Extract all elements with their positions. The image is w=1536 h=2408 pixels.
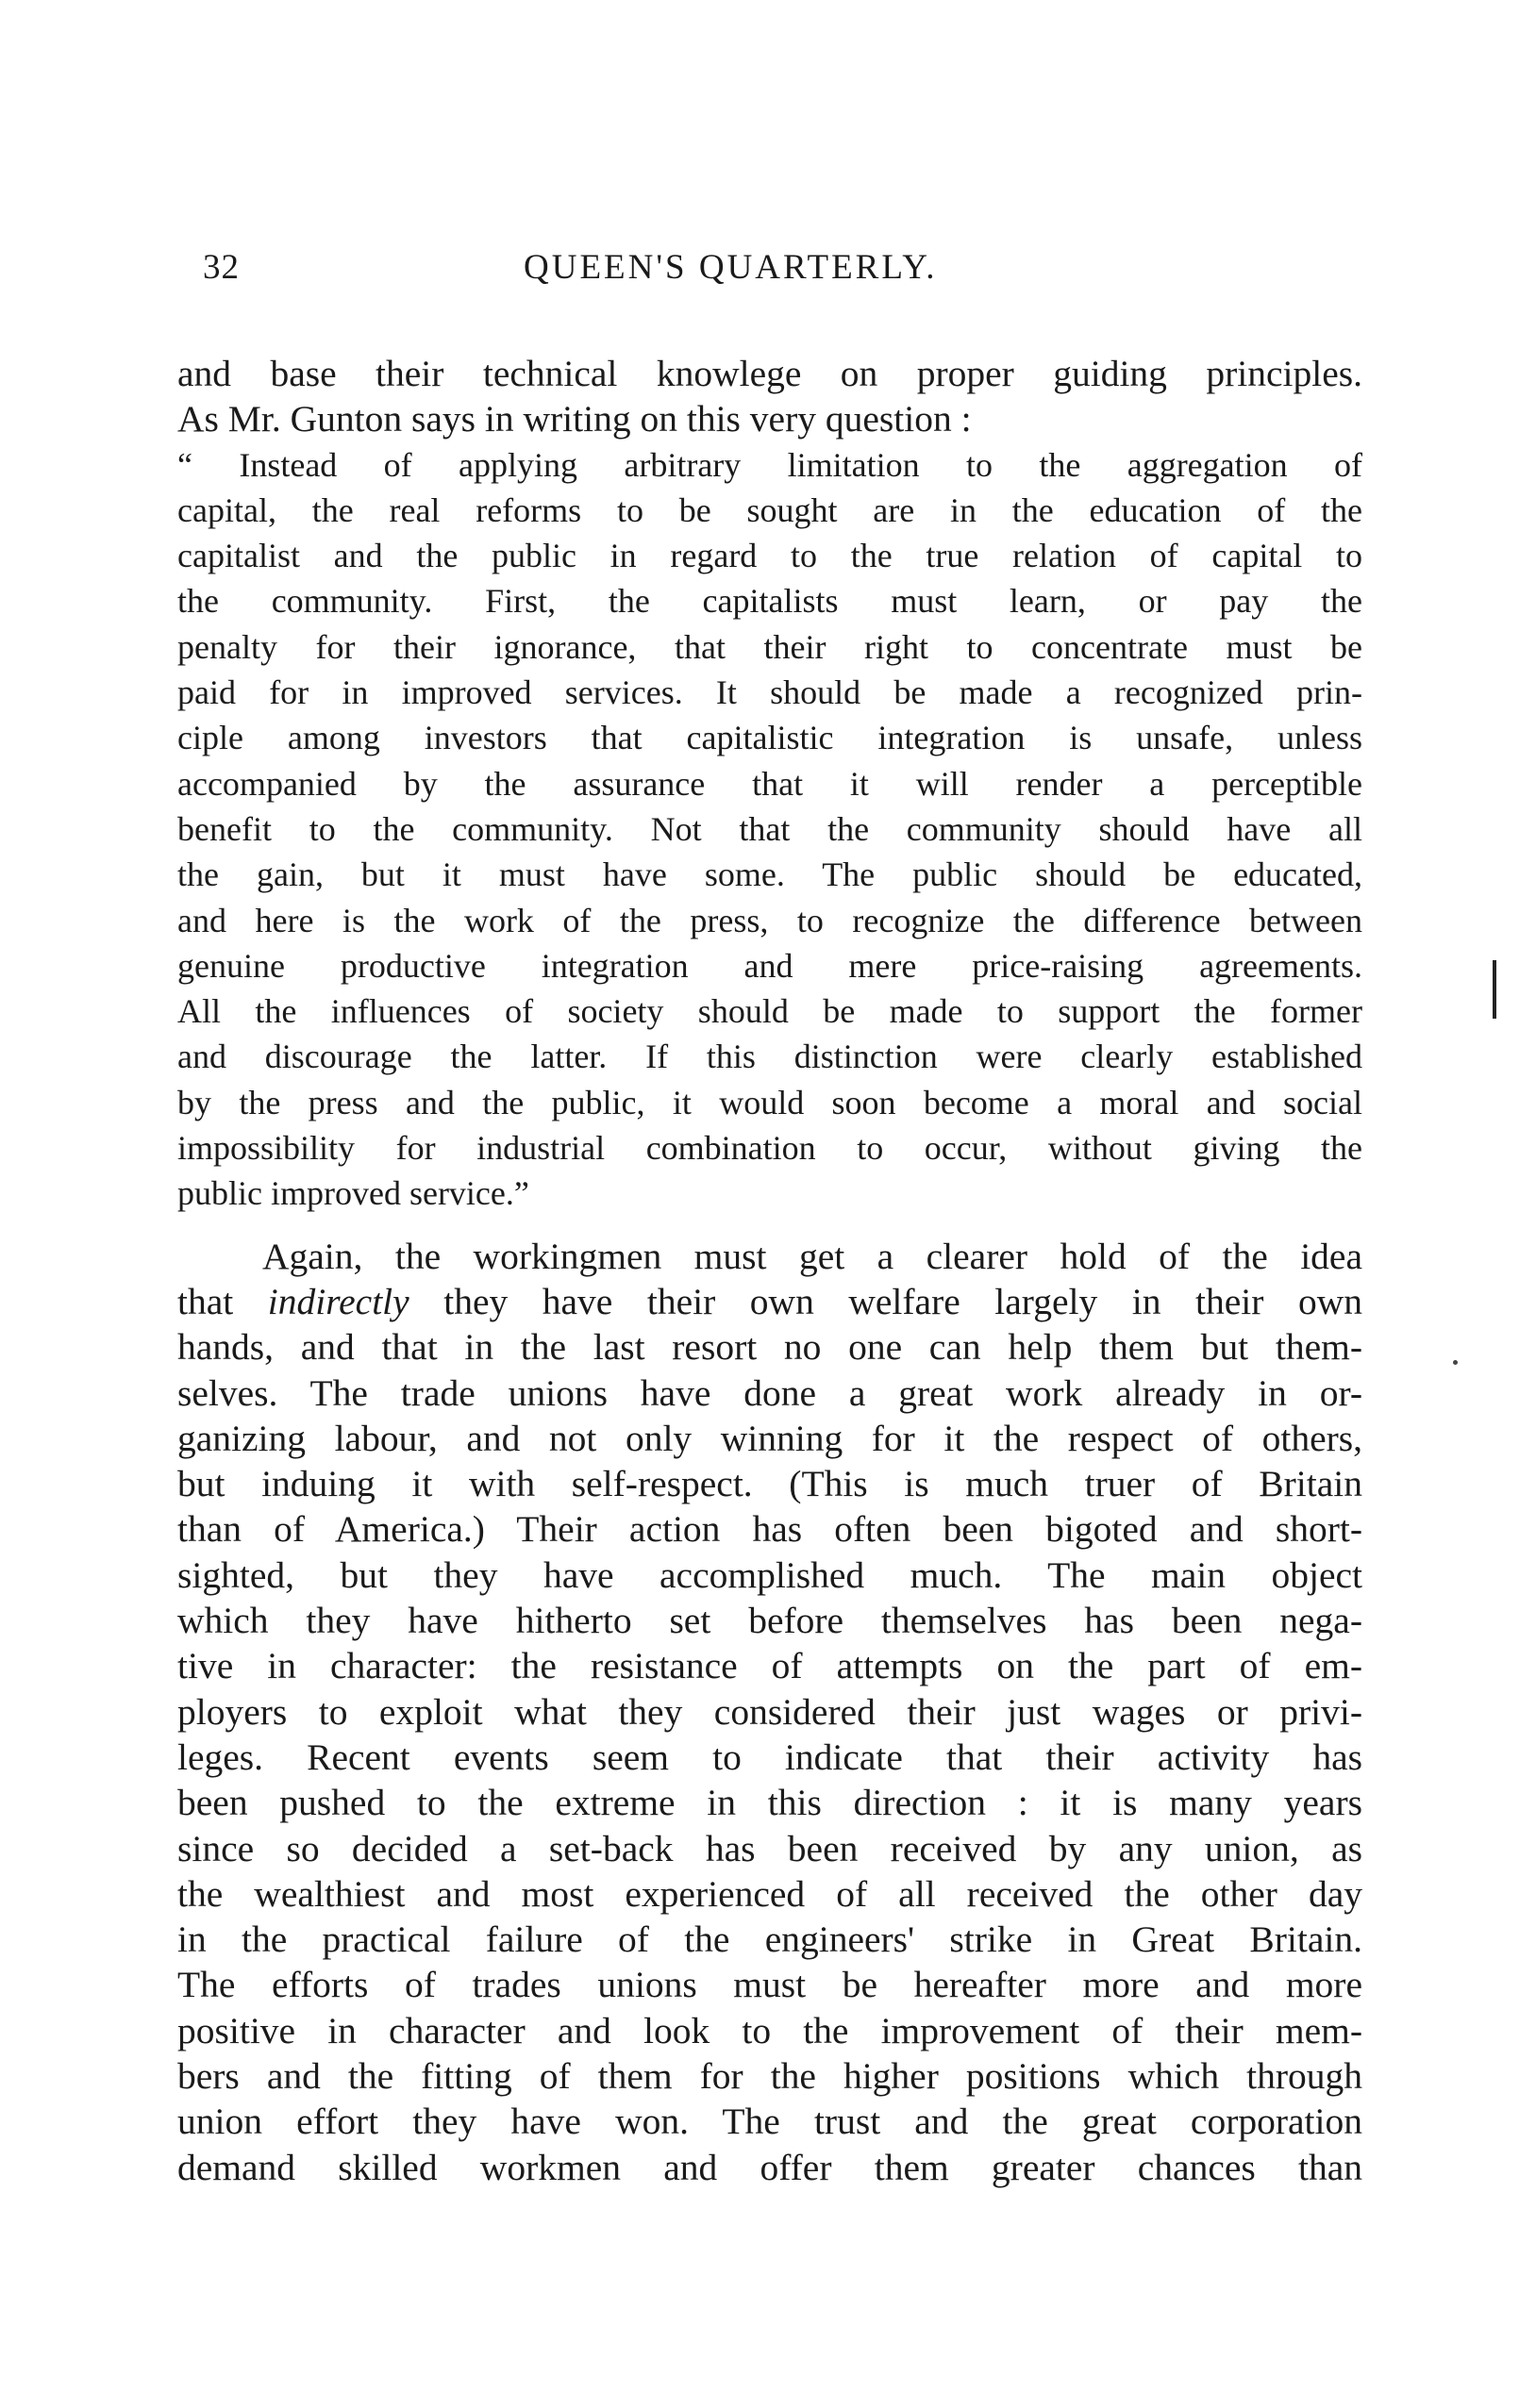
quote-line: and discourage the latter. If this distinction were clearly established <box>177 1038 1362 1076</box>
block-quotation <box>177 442 1362 1217</box>
text-line: since so decided a set-back has been received by any union, as <box>177 1827 1362 1869</box>
text-line: demand skilled workmen and offer them greater chances than <box>177 2146 1362 2188</box>
quote-line: the community. First, the capitalists must learn, or pay the <box>177 582 1362 621</box>
text-line: ganizing labour, and not only winning for it the respect of others, <box>177 1417 1362 1459</box>
text-line: selves. The trade unions have done a great work already in or- <box>177 1371 1362 1414</box>
text-line: but induing it with self-respect. (This is much truer of Britain <box>177 1463 1362 1505</box>
text-line: been pushed to the extreme in this direction : it is many years <box>177 1782 1362 1824</box>
page-number: 32 <box>203 248 240 287</box>
quote-line: “ Instead of applying arbitrary limitation to the aggregation of <box>177 445 1362 484</box>
journal-title: QUEEN'S QUARTERLY. <box>524 248 938 287</box>
text-line: than of America.) Their action has often been bigoted and short- <box>177 1508 1362 1551</box>
text-line: bers and the fitting of them for the higher positions which through <box>177 2054 1362 2097</box>
body-text <box>177 351 1362 2190</box>
text-fragment: that <box>177 1280 268 1322</box>
intro-paragraph <box>177 351 1362 442</box>
quote-line: All the influences of society should be made to support the former <box>177 992 1362 1031</box>
text-fragment: they have their own welfare largely in their own <box>409 1280 1362 1322</box>
text-line: union effort they have won. The trust and the great corporation <box>177 2101 1362 2143</box>
italic-emphasis: indirectly <box>267 1280 409 1322</box>
quote-line: and here is the work of the press, to recognize the difference between <box>177 901 1362 939</box>
paragraph-workingmen <box>177 1234 1362 2190</box>
quote-line: capital, the real reforms to be sought are in the education of the <box>177 490 1362 529</box>
quote-line: by the press and the public, it would soon become a moral and social <box>177 1083 1362 1121</box>
quote-line: paid for in improved services. It should be made a recognized prin- <box>177 673 1362 712</box>
text-line <box>177 1279 1362 1324</box>
text-line: positive in character and look to the improvement of their mem- <box>177 2009 1362 2051</box>
quote-line: genuine productive integration and mere price-raising agreements. <box>177 946 1362 985</box>
running-head <box>203 247 1373 304</box>
quote-line: benefit to the community. Not that the community should have all <box>177 809 1362 848</box>
text-line: hands, and that in the last resort no one can help them but them- <box>177 1326 1362 1369</box>
text-line: As Mr. Gunton says in writing on this very question : <box>177 398 972 440</box>
quote-line: impossibility for industrial combination to occur, without giving the <box>177 1129 1362 1168</box>
text-line: sighted, but they have accomplished much. The main object <box>177 1553 1362 1596</box>
text-line: leges. Recent events seem to indicate that their activity has <box>177 1735 1362 1778</box>
paragraph-gap <box>177 1217 1362 1234</box>
text-line: and base their technical knowlege on proper guiding principles. <box>177 353 1362 394</box>
margin-mark <box>1493 960 1496 1019</box>
quote-line: penalty for their ignorance, that their right to concentrate must be <box>177 627 1362 666</box>
text-line: tive in character: the resistance of attempts on the part of em- <box>177 1645 1362 1687</box>
text-line: which they have hitherto set before themselves has been nega- <box>177 1600 1362 1642</box>
quote-line: ciple among investors that capitalistic integration is unsafe, unless <box>177 719 1362 757</box>
quote-line: capitalist and the public in regard to the true relation of capital to <box>177 537 1362 575</box>
text-line: the wealthiest and most experienced of all received the other day <box>177 1872 1362 1915</box>
quote-line: accompanied by the assurance that it will render a perceptible <box>177 764 1362 803</box>
quote-line: the gain, but it must have some. The public should be educated, <box>177 855 1362 894</box>
speck-mark <box>1453 1360 1458 1365</box>
text-line: ployers to exploit what they considered their just wages or privi- <box>177 1690 1362 1733</box>
text-line: Again, the workingmen must get a clearer hold of the idea <box>262 1235 1362 1277</box>
text-line: in the practical failure of the engineers' strike in Great Britain. <box>177 1918 1362 1961</box>
quote-line: public improved service.” <box>177 1174 529 1213</box>
text-line: The efforts of trades unions must be hereafter more and more <box>177 1964 1362 2006</box>
